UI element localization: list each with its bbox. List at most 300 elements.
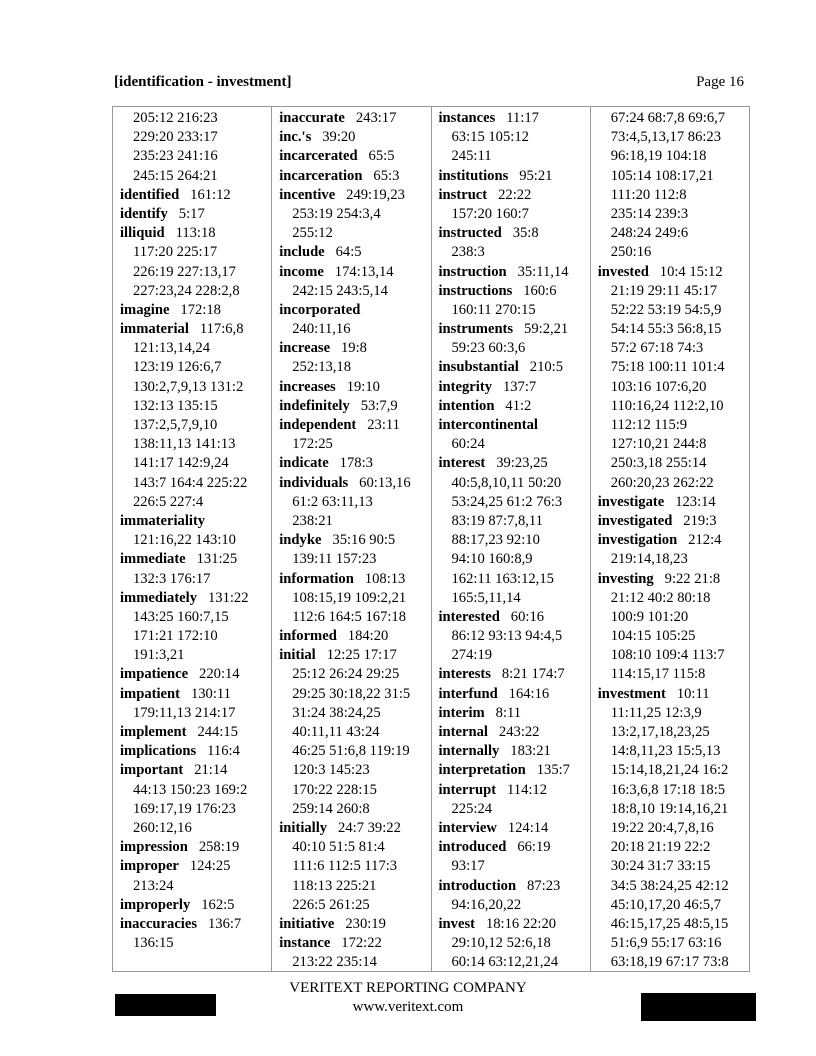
index-continuation-line: 110:16,24 112:2,10	[610, 397, 724, 414]
index-continuation-line: 162:11 163:12,15	[451, 570, 554, 587]
index-entry	[120, 761, 271, 780]
index-term: internal	[438, 724, 488, 740]
index-term: investigation	[597, 532, 678, 549]
redaction-box-right	[641, 993, 756, 1021]
index-refs: 230:19	[345, 915, 386, 932]
index-refs: 172:18	[180, 301, 221, 318]
index-term: inc.'s	[279, 129, 312, 146]
index-entry	[120, 205, 271, 224]
index-entry	[120, 742, 271, 761]
index-entry	[120, 857, 271, 876]
index-continuation-line: 59:23 60:3,6	[451, 340, 526, 357]
index-term: implications	[120, 743, 197, 760]
index-refs: 249:19,23	[346, 186, 405, 203]
index-entry	[120, 186, 271, 205]
index-term: impatience	[120, 666, 189, 683]
index-term: instruments	[438, 321, 514, 338]
index-term: instruction	[438, 263, 507, 280]
index-continuation-line: 136:15	[133, 935, 174, 952]
index-refs: 12:25 17:17	[326, 647, 397, 664]
index-entry	[598, 493, 749, 512]
index-continuation-line: 213:22 235:14	[292, 954, 377, 971]
index-continuation-line: 171:21 172:10	[133, 628, 218, 645]
index-entry	[279, 915, 430, 934]
index-term: incentive	[279, 186, 336, 203]
index-term: inaccuracies	[120, 915, 198, 932]
index-refs: 131:25	[196, 551, 238, 568]
index-continuation-line: 111:20 112:8	[610, 186, 687, 203]
index-term: independent	[279, 417, 357, 433]
index-term: investment	[597, 685, 666, 702]
index-refs: 212:4	[688, 532, 722, 549]
index-refs: 8:21 174:7	[501, 666, 565, 683]
index-continuation-line: 213:24	[133, 877, 174, 894]
index-entry	[120, 665, 271, 684]
index-refs: 162:5	[201, 896, 235, 913]
index-continuation-line: 114:15,17 115:8	[610, 666, 706, 683]
index-entry	[120, 896, 271, 915]
index-entry	[439, 665, 590, 684]
index-continuation-line: 73:4,5,13,17 86:23	[610, 129, 722, 146]
index-continuation-line: 132:13 135:15	[133, 397, 218, 414]
index-term: interrupt	[438, 781, 497, 798]
index-continuation-line: 51:6,9 55:17 63:16	[610, 935, 722, 952]
redaction-box-left	[115, 994, 216, 1016]
index-term: illiquid	[120, 225, 165, 242]
index-continuation-line: 60:24	[451, 436, 485, 453]
index-continuation-line: 235:23 241:16	[133, 148, 218, 165]
index-continuation-line: 248:24 249:6	[610, 225, 689, 242]
index-term: identify	[120, 205, 168, 222]
index-continuation-line: 137:2,5,7,9,10	[133, 417, 218, 433]
index-refs: 184:20	[347, 628, 389, 645]
index-continuation-line: 259:14 260:8	[292, 800, 370, 817]
index-entry	[279, 243, 430, 262]
index-refs: 24:7 39:22	[338, 819, 401, 836]
index-refs: 64:5	[335, 244, 362, 261]
index-continuation-line: 13:2,17,18,23,25	[610, 724, 710, 740]
index-entry	[279, 474, 430, 493]
index-continuation-line: 118:13 225:21	[292, 877, 377, 894]
index-continuation-line: 20:18 21:19 22:2	[610, 839, 711, 856]
index-entry	[279, 819, 430, 838]
index-refs: 183:21	[510, 743, 551, 760]
index-entry	[279, 263, 430, 282]
index-continuation-line: 250:16	[610, 244, 652, 261]
index-entry	[439, 915, 590, 934]
index-continuation-line: 34:5 38:24,25 42:12	[610, 877, 729, 894]
index-refs: 65:3	[373, 167, 400, 184]
index-continuation-line: 255:12	[292, 225, 333, 242]
index-continuation-line: 157:20 160:7	[451, 205, 529, 222]
index-refs: 22:22	[498, 186, 532, 203]
index-entry	[439, 723, 590, 742]
index-term: interest	[438, 455, 486, 472]
index-refs: 219:3	[683, 512, 717, 529]
index-entry	[439, 761, 590, 780]
index-continuation-line: 139:11 157:23	[292, 551, 377, 568]
index-term: interview	[438, 819, 497, 836]
index-continuation-line: 45:10,17,20 46:5,7	[610, 896, 722, 913]
index-entry	[279, 167, 430, 186]
index-continuation-line: 245:15 264:21	[133, 167, 218, 184]
index-term: incarceration	[279, 167, 363, 184]
index-term: informed	[279, 628, 337, 645]
index-refs: 244:15	[197, 724, 238, 740]
index-term: incorporated	[279, 301, 361, 318]
footer-url: www.veritext.com	[352, 999, 464, 1015]
index-entry	[439, 263, 590, 282]
index-refs: 95:21	[519, 167, 553, 184]
index-term: immediate	[120, 551, 186, 568]
index-refs: 160:6	[523, 282, 557, 299]
index-entry	[598, 512, 749, 531]
index-refs: 114:12	[507, 781, 548, 798]
index-entry	[279, 454, 430, 473]
index-term: instances	[438, 110, 496, 126]
index-continuation-line: 46:25 51:6,8 119:19	[292, 743, 410, 760]
index-term: identified	[120, 186, 180, 203]
index-continuation-line: 160:11 270:15	[451, 301, 536, 318]
index-refs: 87:23	[527, 877, 561, 894]
index-continuation-line: 205:12 216:23	[133, 110, 218, 126]
index-continuation-line: 100:9 101:20	[610, 608, 689, 625]
index-continuation-line: 19:22 20:4,7,8,16	[610, 819, 714, 836]
index-entry	[120, 915, 271, 934]
index-continuation-line: 96:18,19 104:18	[610, 148, 707, 165]
index-refs: 66:19	[517, 839, 551, 856]
index-refs: 210:5	[529, 359, 564, 376]
index-refs: 5:17	[178, 205, 205, 222]
index-continuation-line: 108:10 109:4 113:7	[610, 647, 725, 664]
index-entry	[598, 263, 749, 282]
index-continuation-line: 260:12,16	[133, 819, 192, 836]
index-term: information	[279, 570, 354, 587]
index-refs: 243:17	[355, 110, 397, 126]
index-continuation-line: 219:14,18,23	[610, 551, 688, 568]
index-entry	[439, 167, 590, 186]
index-entry	[120, 589, 271, 608]
index-refs: 136:7	[207, 915, 242, 932]
index-term: improperly	[120, 896, 191, 913]
index-entry	[279, 646, 430, 665]
index-entry	[439, 397, 590, 416]
index-continuation-line: 169:17,19 176:23	[133, 800, 236, 817]
index-continuation-line: 121:16,22 143:10	[133, 532, 236, 549]
index-column-4	[590, 107, 749, 971]
index-continuation-line: 225:24	[451, 800, 493, 817]
index-continuation-line: 132:3 176:17	[133, 570, 211, 587]
index-continuation-line: 104:15 105:25	[610, 628, 696, 645]
index-continuation-line: 31:24 38:24,25	[292, 704, 381, 721]
index-continuation-line: 18:8,10 19:14,16,21	[610, 800, 729, 817]
index-term: inaccurate	[279, 110, 345, 126]
index-entry	[120, 224, 271, 243]
index-entry	[279, 378, 430, 397]
index-continuation-line: 21:12 40:2 80:18	[610, 589, 711, 606]
index-term: integrity	[438, 378, 492, 395]
index-entry	[120, 550, 271, 569]
index-continuation-line: 93:17	[451, 858, 485, 875]
index-entry	[439, 742, 590, 761]
index-term: indicate	[279, 455, 329, 472]
index-continuation-line: 240:11,16	[292, 321, 351, 338]
index-continuation-line: 88:17,23 92:10	[451, 532, 540, 549]
index-column-1	[113, 107, 271, 971]
index-term: increases	[279, 378, 336, 395]
index-continuation-line: 94:16,20,22	[451, 896, 522, 913]
index-term: improper	[120, 858, 179, 875]
index-continuation-line: 127:10,21 244:8	[610, 436, 707, 453]
index-entry	[439, 109, 590, 128]
index-continuation-line: 165:5,11,14	[451, 589, 521, 606]
index-continuation-line: 123:19 126:6,7	[133, 359, 222, 376]
index-continuation-line: 143:7 164:4 225:22	[133, 474, 248, 491]
index-refs: 59:2,21	[524, 321, 569, 338]
index-refs: 161:12	[190, 186, 231, 203]
index-continuation-line: 63:15 105:12	[451, 129, 529, 146]
index-term: indefinitely	[279, 397, 350, 414]
index-entry	[439, 877, 590, 896]
index-entry	[279, 109, 430, 128]
index-term: introduced	[438, 839, 507, 856]
index-refs: 10:4 15:12	[659, 263, 723, 280]
index-continuation-line: 238:21	[292, 512, 333, 529]
index-entry	[439, 224, 590, 243]
index-term: institutions	[438, 167, 509, 184]
index-continuation-line: 15:14,18,21,24 16:2	[610, 762, 729, 779]
index-refs: 39:20	[322, 129, 356, 146]
index-continuation-line: 238:3	[451, 244, 485, 261]
index-term: imagine	[120, 301, 170, 318]
index-entry	[279, 301, 430, 320]
index-continuation-line: 60:14 63:12,21,24	[451, 954, 559, 971]
index-refs: 8:11	[495, 704, 522, 721]
index-continuation-line: 121:13,14,24	[133, 340, 211, 357]
index-continuation-line: 40:5,8,10,11 50:20	[451, 474, 562, 491]
index-continuation-line: 112:12 115:9	[610, 417, 688, 433]
index-entry	[439, 704, 590, 723]
index-refs: 131:22	[207, 589, 249, 606]
index-entry	[439, 358, 590, 377]
index-continuation-line: 111:6 112:5 117:3	[292, 858, 398, 875]
index-continuation-line: 94:10 160:8,9	[451, 551, 533, 568]
index-entry	[279, 339, 430, 358]
index-entry	[279, 128, 430, 147]
index-refs: 178:3	[339, 455, 373, 472]
index-refs: 35:11,14	[517, 263, 569, 280]
index-refs: 117:6,8	[199, 321, 244, 338]
index-continuation-line: 242:15 243:5,14	[292, 282, 388, 299]
index-refs: 21:14	[194, 762, 228, 779]
index-term: incarcerated	[279, 148, 358, 165]
index-term: immediately	[120, 589, 198, 606]
index-term: interests	[438, 666, 491, 683]
index-term: important	[120, 762, 184, 779]
index-continuation-line: 108:15,19 109:2,21	[292, 589, 407, 606]
index-continuation-line: 117:20 225:17	[133, 244, 218, 261]
index-entry	[279, 934, 430, 953]
index-term: interfund	[438, 685, 498, 702]
index-entry	[439, 416, 590, 435]
index-refs: 164:16	[508, 685, 550, 702]
index-continuation-line: 86:12 93:13 94:4,5	[451, 628, 563, 645]
index-entry	[439, 781, 590, 800]
index-column-3	[431, 107, 590, 971]
index-continuation-line: 46:15,17,25 48:5,15	[610, 915, 729, 932]
index-continuation-line: 83:19 87:7,8,11	[451, 512, 543, 529]
index-entry	[439, 685, 590, 704]
index-continuation-line: 14:8,11,23 15:5,13	[610, 743, 721, 760]
index-refs: 60:13,16	[359, 474, 411, 491]
index-continuation-line: 260:20,23 262:22	[610, 474, 714, 491]
index-continuation-line: 226:19 227:13,17	[133, 263, 236, 280]
index-refs: 174:13,14	[334, 263, 394, 280]
index-entry	[120, 512, 271, 531]
index-refs: 220:14	[199, 666, 240, 683]
index-continuation-line: 16:3,6,8 17:18 18:5	[610, 781, 726, 798]
index-entry	[439, 378, 590, 397]
index-continuation-line: 54:14 55:3 56:8,15	[610, 321, 722, 338]
index-term: implement	[120, 724, 187, 740]
index-refs: 116:4	[207, 743, 240, 760]
index-continuation-line: 40:11,11 43:24	[292, 724, 380, 740]
index-entry	[120, 723, 271, 742]
index-term: instruct	[438, 186, 488, 203]
index-term: impatient	[120, 685, 180, 702]
index-continuation-line: 143:25 160:7,15	[133, 608, 229, 625]
index-refs: 135:7	[536, 762, 570, 779]
index-continuation-line: 11:11,25 12:3,9	[610, 704, 702, 721]
index-continuation-line: 226:5 261:25	[292, 896, 370, 913]
index-term: initial	[279, 647, 316, 664]
index-continuation-line: 141:17 142:9,24	[133, 455, 229, 472]
index-refs: 11:17	[506, 110, 539, 126]
index-continuation-line: 75:18 100:11 101:4	[610, 359, 725, 376]
footer-company: VERITEXT REPORTING COMPANY	[289, 980, 527, 996]
index-entry	[439, 838, 590, 857]
index-entry	[279, 397, 430, 416]
index-continuation-line: 57:2 67:18 74:3	[610, 340, 704, 357]
index-refs: 65:5	[368, 148, 395, 165]
index-continuation-line: 105:14 108:17,21	[610, 167, 714, 184]
index-continuation-line: 29:10,12 52:6,18	[451, 935, 551, 952]
index-refs: 243:22	[498, 724, 540, 740]
index-entry	[439, 282, 590, 301]
index-entry	[598, 570, 749, 589]
index-entry	[120, 301, 271, 320]
index-term: intention	[438, 397, 495, 414]
index-term: interpretation	[438, 762, 526, 779]
index-term: initiative	[279, 915, 335, 932]
page-header	[114, 72, 744, 92]
index-continuation-line: 138:11,13 141:13	[133, 436, 236, 453]
index-refs: 130:11	[190, 685, 231, 702]
index-term: introduction	[438, 877, 517, 894]
index-continuation-line: 253:19 254:3,4	[292, 205, 381, 222]
index-continuation-line: 170:22 228:15	[292, 781, 377, 798]
index-term: individuals	[279, 474, 349, 491]
index-term: indyke	[279, 532, 322, 549]
page-number: Page 16	[696, 74, 744, 90]
index-continuation-line: 227:23,24 228:2,8	[133, 282, 240, 299]
index-refs: 23:11	[367, 417, 400, 433]
index-term: instructed	[438, 225, 502, 242]
word-index-table	[112, 106, 750, 972]
index-continuation-line: 29:25 30:18,22 31:5	[292, 685, 411, 702]
index-refs: 53:7,9	[360, 397, 398, 414]
index-term: insubstantial	[438, 359, 519, 376]
index-continuation-line: 21:19 29:11 45:17	[610, 282, 718, 299]
index-refs: 19:10	[346, 378, 380, 395]
index-continuation-line: 191:3,21	[133, 647, 185, 664]
index-term: instance	[279, 935, 331, 952]
index-column-2	[271, 107, 430, 971]
index-term: impression	[120, 839, 188, 856]
index-refs: 113:18	[175, 225, 216, 242]
index-term: interim	[438, 704, 485, 721]
index-continuation-line: 44:13 150:23 169:2	[133, 781, 248, 798]
index-range-title: [identification - investment]	[114, 74, 292, 90]
index-term: initially	[279, 819, 328, 836]
index-term: income	[279, 263, 324, 280]
index-term: invested	[597, 263, 649, 280]
index-entry	[279, 147, 430, 166]
index-refs: 35:16 90:5	[332, 532, 396, 549]
index-continuation-line: 229:20 233:17	[133, 129, 218, 146]
index-entry	[439, 608, 590, 627]
index-continuation-line: 67:24 68:7,8 69:6,7	[610, 110, 726, 126]
index-continuation-line: 235:14 239:3	[610, 205, 689, 222]
index-refs: 258:19	[198, 839, 240, 856]
index-entry	[279, 416, 430, 435]
index-entry	[598, 685, 749, 704]
index-term: include	[279, 244, 325, 261]
index-refs: 123:14	[675, 493, 716, 510]
index-continuation-line: 40:10 51:5 81:4	[292, 839, 385, 856]
index-continuation-line: 112:6 164:5 167:18	[292, 608, 407, 625]
index-entry	[598, 531, 749, 550]
index-refs: 41:2	[505, 397, 532, 414]
index-refs: 39:23,25	[496, 455, 548, 472]
index-term: increase	[279, 340, 331, 357]
index-entry	[279, 570, 430, 589]
index-term: interested	[438, 608, 500, 625]
index-entry	[439, 454, 590, 473]
index-refs: 124:25	[189, 858, 231, 875]
index-refs: 124:14	[507, 819, 549, 836]
index-term: investigate	[597, 493, 665, 510]
index-continuation-line: 130:2,7,9,13 131:2	[133, 378, 244, 395]
index-term: investing	[597, 570, 654, 587]
index-refs: 18:16 22:20	[485, 915, 557, 932]
index-term: invest	[438, 915, 475, 932]
index-term: internally	[438, 743, 500, 760]
index-continuation-line: 274:19	[451, 647, 493, 664]
index-entry	[439, 186, 590, 205]
index-continuation-line: 63:18,19 67:17 73:8	[610, 954, 729, 971]
index-continuation-line: 120:3 145:23	[292, 762, 370, 779]
index-entry	[279, 531, 430, 550]
index-term: instructions	[438, 282, 513, 299]
index-refs: 172:22	[341, 935, 382, 952]
index-continuation-line: 103:16 107:6,20	[610, 378, 707, 395]
index-refs: 35:8	[512, 225, 539, 242]
index-entry	[439, 320, 590, 339]
index-entry	[120, 320, 271, 339]
index-refs: 19:8	[341, 340, 367, 357]
index-continuation-line: 52:22 53:19 54:5,9	[610, 301, 722, 318]
